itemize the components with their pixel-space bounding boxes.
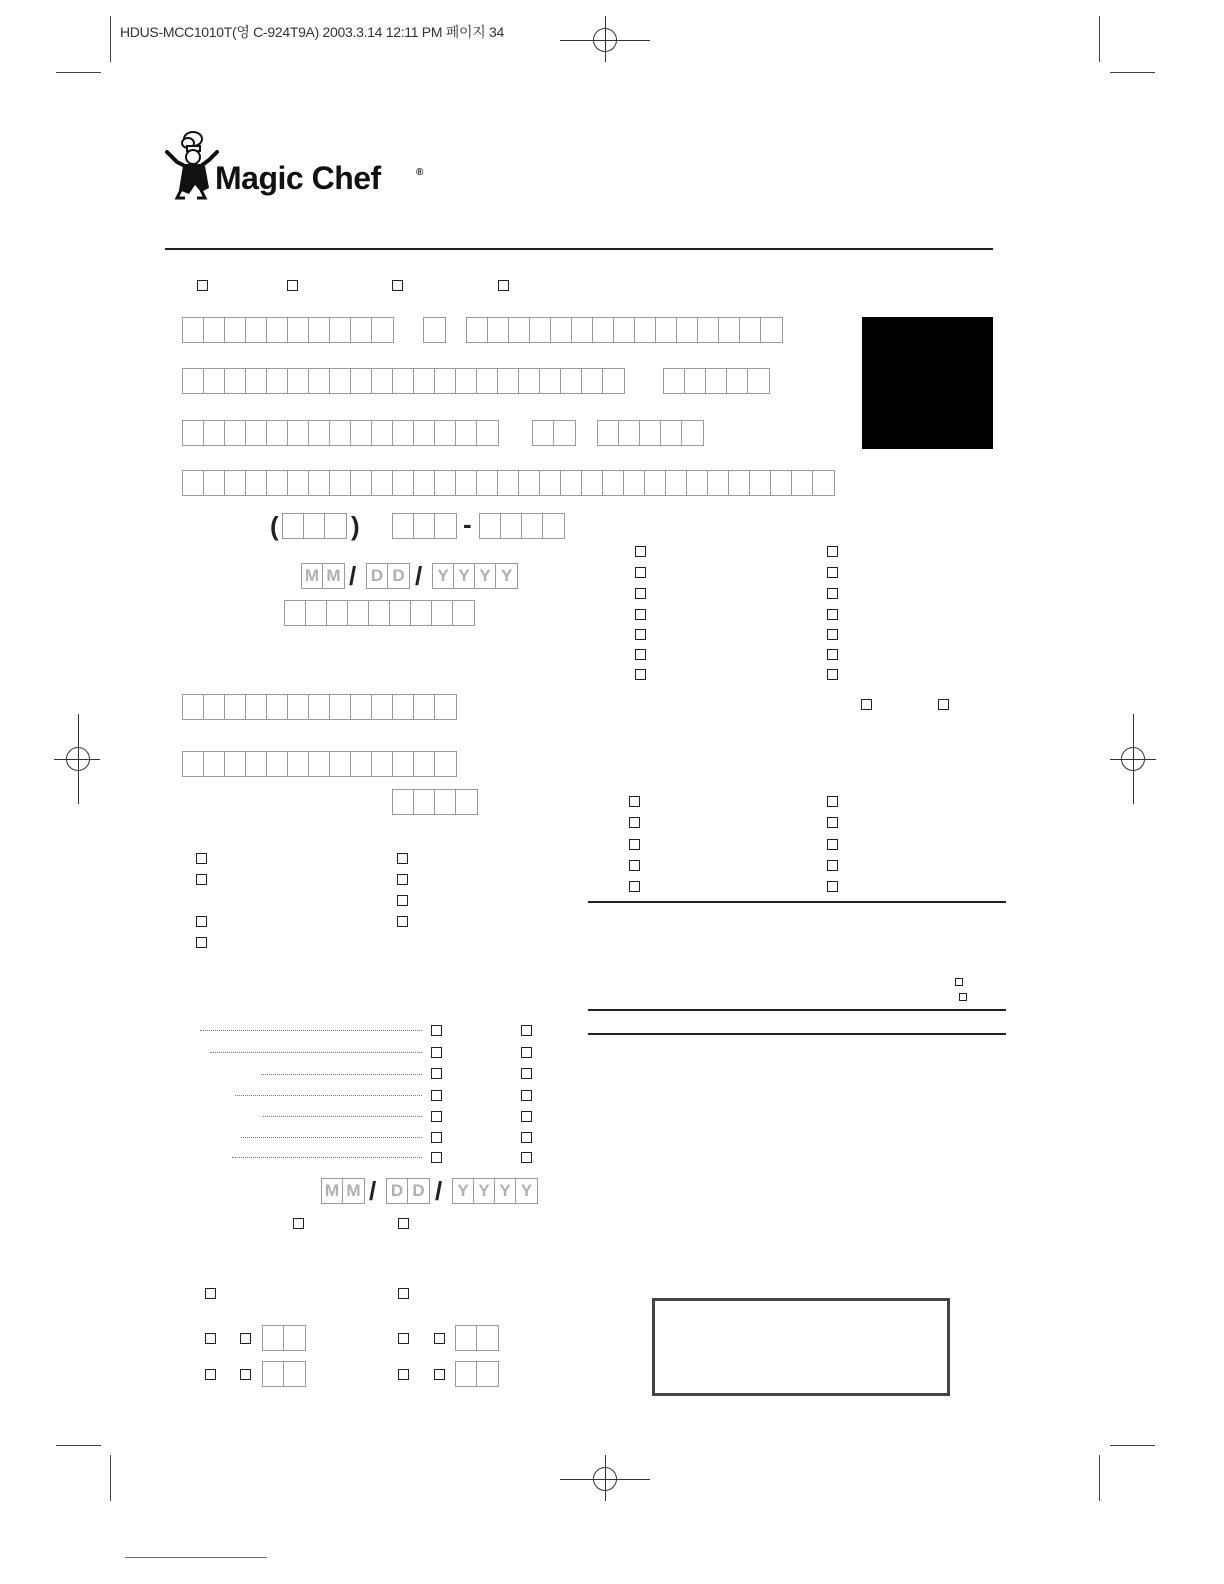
checkbox[interactable] — [205, 1369, 216, 1380]
checkbox[interactable] — [397, 874, 408, 885]
dotted-leader — [241, 1137, 422, 1138]
checkbox[interactable] — [205, 1333, 216, 1344]
checkbox[interactable] — [521, 1090, 532, 1101]
checkbox[interactable] — [629, 839, 640, 850]
dotted-leader — [210, 1052, 422, 1053]
last-name-boxes[interactable] — [466, 317, 783, 343]
checkbox[interactable] — [629, 860, 640, 871]
age-boxes[interactable] — [455, 1361, 499, 1387]
checkbox[interactable] — [431, 1090, 442, 1101]
city-boxes[interactable] — [182, 420, 499, 446]
checkbox[interactable] — [635, 669, 646, 680]
checkbox[interactable] — [397, 916, 408, 927]
checkbox[interactable] — [196, 874, 207, 885]
phone-dash: - — [463, 509, 472, 539]
registered-mark: ® — [416, 167, 424, 178]
checkbox[interactable] — [498, 280, 509, 291]
checkbox[interactable] — [521, 1025, 532, 1036]
phone-open-paren: ( — [270, 511, 279, 541]
black-block — [862, 317, 993, 449]
address-boxes[interactable] — [182, 368, 625, 394]
checkbox[interactable] — [431, 1152, 442, 1163]
checkbox[interactable] — [431, 1111, 442, 1122]
first-name-boxes[interactable] — [182, 317, 394, 343]
checkbox[interactable] — [521, 1152, 532, 1163]
apt-boxes[interactable] — [663, 368, 770, 394]
date-year-boxes[interactable]: Y Y Y Y — [452, 1178, 538, 1204]
checkbox[interactable] — [287, 280, 298, 291]
section-divider — [588, 1009, 1006, 1011]
checkbox[interactable] — [827, 839, 838, 850]
section-divider — [588, 901, 1006, 903]
checkbox[interactable] — [827, 609, 838, 620]
age-boxes[interactable] — [455, 1325, 499, 1351]
checkbox[interactable] — [827, 649, 838, 660]
price-boxes[interactable] — [284, 600, 475, 626]
checkbox[interactable] — [293, 1218, 304, 1229]
checkbox[interactable] — [635, 546, 646, 557]
zip-boxes[interactable] — [597, 420, 704, 446]
print-header: HDUS-MCC1010T(영 C-924T9A) 2003.3.14 12:11 PM 페이지 34 — [120, 24, 505, 40]
checkbox[interactable] — [431, 1068, 442, 1079]
email-boxes[interactable] — [182, 470, 835, 496]
phone-close-paren: ) — [351, 511, 360, 541]
checkbox[interactable] — [629, 881, 640, 892]
date-day-boxes[interactable]: D D — [386, 1178, 430, 1204]
dotted-leader — [261, 1074, 422, 1075]
postage-box — [652, 1298, 950, 1396]
dotted-leader — [200, 1030, 422, 1031]
checkbox[interactable] — [196, 916, 207, 927]
checkbox[interactable] — [398, 1288, 409, 1299]
checkbox[interactable] — [827, 881, 838, 892]
phone-line-boxes[interactable] — [479, 513, 565, 539]
state-boxes[interactable] — [532, 420, 576, 446]
small-number-boxes[interactable] — [392, 789, 478, 815]
date-month-boxes[interactable]: M M — [301, 563, 345, 589]
date-separator: / — [349, 561, 357, 591]
footer-link-underline — [125, 1557, 267, 1558]
checkbox[interactable] — [635, 609, 646, 620]
checkbox[interactable] — [197, 280, 208, 291]
checkbox[interactable] — [827, 588, 838, 599]
checkbox[interactable] — [938, 699, 949, 710]
checkbox[interactable] — [827, 546, 838, 557]
checkbox[interactable] — [827, 629, 838, 640]
checkbox[interactable] — [196, 853, 207, 864]
checkbox[interactable] — [629, 796, 640, 807]
checkbox[interactable] — [431, 1047, 442, 1058]
checkbox[interactable] — [827, 567, 838, 578]
date-separator: / — [369, 1176, 377, 1206]
date-year-boxes[interactable]: Y Y Y Y — [432, 563, 518, 589]
checkbox[interactable] — [827, 796, 838, 807]
checkbox[interactable] — [398, 1333, 409, 1344]
checkbox[interactable] — [205, 1288, 216, 1299]
checkbox[interactable] — [635, 629, 646, 640]
checkbox[interactable] — [521, 1047, 532, 1058]
checkbox[interactable] — [398, 1369, 409, 1380]
checkbox[interactable] — [521, 1068, 532, 1079]
checkbox[interactable] — [629, 817, 640, 828]
checkbox[interactable] — [434, 1333, 445, 1344]
checkbox[interactable] — [431, 1025, 442, 1036]
checkbox[interactable] — [827, 669, 838, 680]
checkbox[interactable] — [240, 1333, 251, 1344]
checkbox[interactable] — [827, 860, 838, 871]
date-separator: / — [415, 561, 423, 591]
model-number-boxes[interactable] — [182, 694, 457, 720]
checkbox[interactable] — [431, 1132, 442, 1143]
dotted-leader — [263, 1116, 422, 1117]
serial-number-boxes[interactable] — [182, 751, 457, 777]
checkbox[interactable] — [959, 993, 967, 1001]
brand-name: Magic Chef — [215, 160, 381, 196]
age-boxes[interactable] — [262, 1325, 306, 1351]
checkbox[interactable] — [392, 280, 403, 291]
date-separator: / — [435, 1176, 443, 1206]
checkbox[interactable] — [397, 895, 408, 906]
checkbox[interactable] — [635, 588, 646, 599]
header-divider — [165, 248, 993, 250]
area-code-boxes[interactable] — [282, 513, 347, 539]
checkbox[interactable] — [196, 937, 207, 948]
checkbox[interactable] — [827, 817, 838, 828]
checkbox[interactable] — [635, 567, 646, 578]
checkbox[interactable] — [635, 649, 646, 660]
dotted-leader — [232, 1157, 422, 1158]
checkbox[interactable] — [955, 978, 963, 986]
checkbox[interactable] — [434, 1369, 445, 1380]
date-month-boxes[interactable]: M M — [321, 1178, 365, 1204]
checkbox[interactable] — [861, 699, 872, 710]
checkbox[interactable] — [398, 1218, 409, 1229]
age-boxes[interactable] — [262, 1361, 306, 1387]
checkbox[interactable] — [397, 853, 408, 864]
date-day-boxes[interactable]: D D — [366, 563, 410, 589]
dotted-leader — [235, 1095, 422, 1096]
phone-prefix-boxes[interactable] — [392, 513, 457, 539]
checkbox[interactable] — [521, 1132, 532, 1143]
checkbox[interactable] — [521, 1111, 532, 1122]
checkbox[interactable] — [240, 1369, 251, 1380]
section-divider — [588, 1033, 1006, 1035]
initial-box[interactable] — [423, 317, 446, 343]
